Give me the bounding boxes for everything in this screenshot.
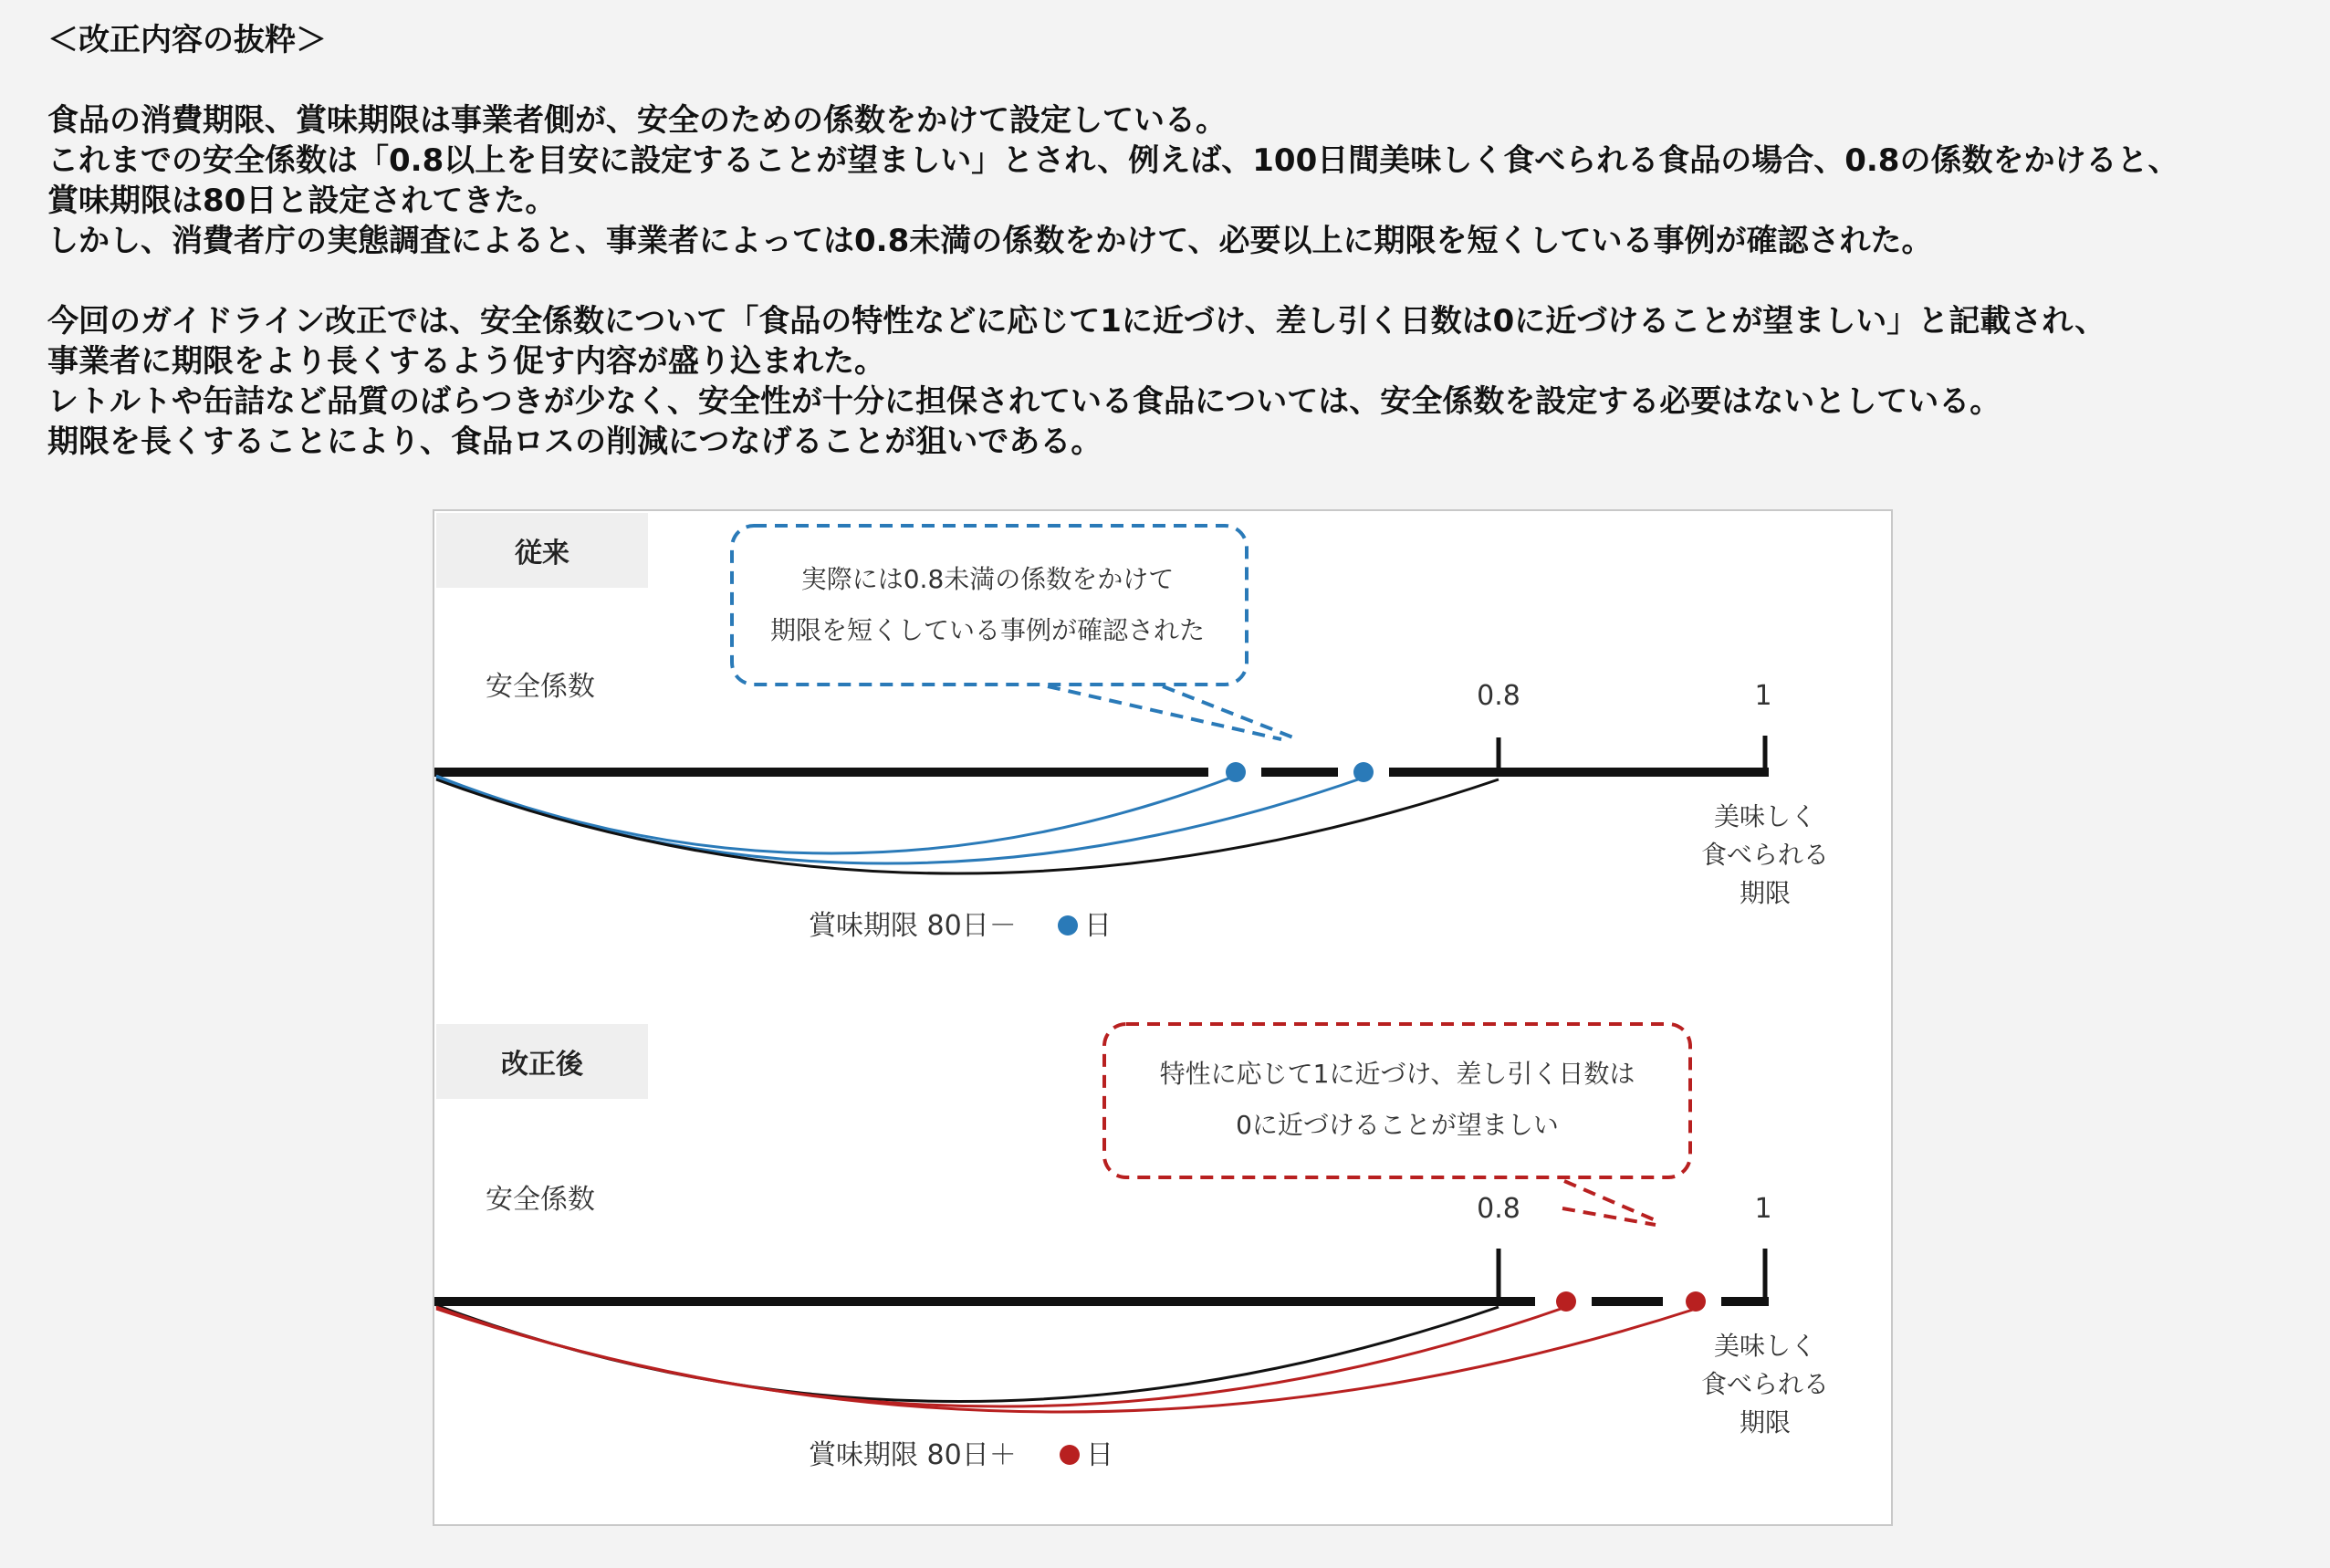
old-tick-08-label: 0.8 <box>1477 680 1520 712</box>
new-axis-label: 安全係数 <box>486 1184 595 1216</box>
old-callout-pointer-a <box>1048 686 1281 739</box>
article-text <box>47 20 2311 462</box>
new-end-label-line1: 美味しく <box>1713 1331 1817 1361</box>
paragraph-2: 今回のガイドライン改正では、安全係数について「食品の特性などに応じて1に近づけ、差し引く日数は0に近づけることが望ましい」と記載され、 事業者に期限をより長くするよう促す内容が盛り込まれた。 レトルトや缶詰など品質のばらつきが少なく、安全性が十分に担保されている食品については、安全係数を設定する必要はないとしている。 期限を長くすることにより、食品ロスの削減につなげることが狙いである。 <box>47 303 2106 460</box>
new-tick-1-label: 1 <box>1754 1193 1772 1225</box>
new-callout-box <box>1104 1024 1690 1177</box>
new-callout-line2: 0に近づけることが望ましい <box>1236 1110 1559 1140</box>
new-callout-line1: 特性に応じて1に近づけ、差し引く日数は <box>1159 1059 1635 1089</box>
old-caption-dot <box>1058 915 1078 936</box>
section-heading: ＜改正内容の抜粋＞ <box>47 22 327 58</box>
old-end-label-line2: 食べられる <box>1700 840 1830 870</box>
new-caption-dot <box>1060 1445 1080 1465</box>
new-callout-pointer-b <box>1562 1208 1656 1225</box>
old-caption-prefix: 賞味期限 80日－ <box>809 910 1017 942</box>
old-label: 従来 <box>515 538 569 570</box>
new-curve-08 <box>436 1305 1499 1402</box>
old-end-label-line1: 美味しく <box>1713 801 1817 831</box>
paragraph-1: 食品の消費期限、賞味期限は事業者側が、安全のための係数をかけて設定している。 これまでの安全係数は「0.8以上を目安に設定することが望ましい」とされ、例えば、100日間美味しく食べられる食品の場合、0.8の係数をかけると、 賞味期限は80日と設定されてきた。 しかし、消費者庁の実態調査によると、事業者によっては0.8未満の係数をかけて、必要以上に期限を短くしている事例が確認された。 <box>47 102 2179 259</box>
safety-factor-figure <box>433 509 1893 1526</box>
old-end-label-line3: 期限 <box>1739 878 1792 908</box>
old-caption-suffix: 日 <box>1084 910 1112 942</box>
old-callout-box <box>732 526 1247 685</box>
safety-factor-diagram <box>434 511 1895 1528</box>
new-end-label-line3: 期限 <box>1739 1407 1792 1437</box>
new-tick-08-label: 0.8 <box>1477 1193 1520 1225</box>
new-caption-suffix: 日 <box>1086 1439 1113 1471</box>
new-marker-2 <box>1686 1291 1706 1312</box>
old-callout-pointer-b <box>1163 686 1298 739</box>
old-tick-1-label: 1 <box>1754 680 1772 712</box>
new-caption-prefix: 賞味期限 80日＋ <box>809 1439 1017 1471</box>
old-callout-line1: 実際には0.8未満の係数をかけて <box>800 564 1175 594</box>
old-callout-line2: 期限を短くしている事例が確認された <box>769 615 1206 645</box>
old-axis-label: 安全係数 <box>486 671 595 703</box>
new-label: 改正後 <box>501 1049 583 1081</box>
new-end-label-line2: 食べられる <box>1700 1369 1830 1399</box>
